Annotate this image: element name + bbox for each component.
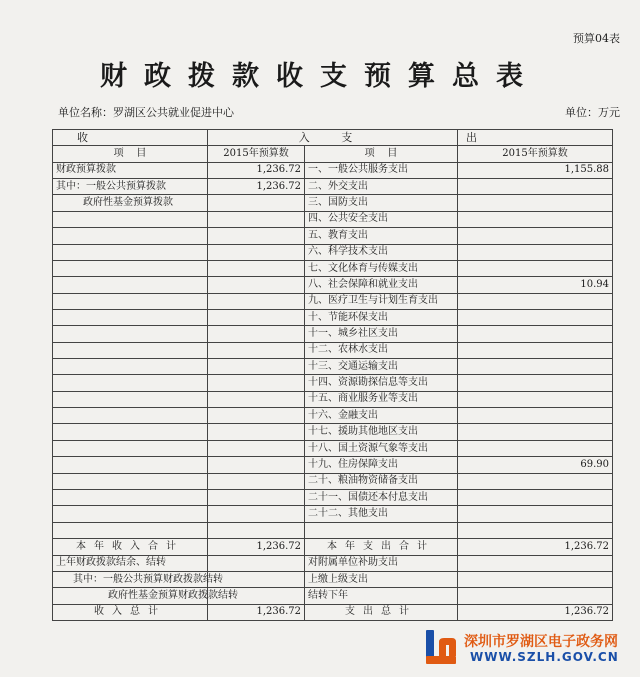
income-value-cell — [208, 309, 305, 325]
income-item-cell: 上年财政拨款结余、结转 — [53, 555, 208, 571]
table-row — [53, 342, 613, 358]
expense-value-cell — [458, 293, 613, 309]
income-value-cell — [208, 228, 305, 244]
income-item-cell — [53, 391, 208, 407]
income-value-cell — [208, 457, 305, 473]
income-item-cell — [53, 342, 208, 358]
income-item-cell — [53, 260, 208, 276]
income-value-cell — [208, 260, 305, 276]
page-title: 财政拨款收支预算总表 — [100, 61, 540, 92]
income-item-cell — [53, 244, 208, 260]
income-item-cell: 政府性基金预算拨款 — [53, 195, 208, 211]
expense-item-cell: 二、外交支出 — [305, 179, 458, 195]
expense-item-cell: 支出总计 — [305, 604, 458, 620]
expense-budget-header: 2015年预算数 — [458, 146, 613, 162]
expense-value-cell — [458, 260, 613, 276]
table-row — [53, 179, 613, 195]
income-item-cell: 其中：一般公共预算财政拨款结转 — [53, 571, 208, 587]
table-row — [53, 228, 613, 244]
total-row — [53, 539, 613, 555]
income-item-cell — [53, 375, 208, 391]
income-section-label: 收 — [53, 130, 208, 146]
table-row — [53, 309, 613, 325]
expense-value-cell — [458, 359, 613, 375]
expense-item-cell: 四、公共安全支出 — [305, 211, 458, 227]
expense-value-cell — [458, 326, 613, 342]
unit-name: 单位名称：罗湖区公共就业促进中心 — [58, 106, 234, 119]
total-row — [53, 604, 613, 620]
income-item-cell: 收入总计 — [53, 604, 208, 620]
expense-item-cell: 十七、援助其他地区支出 — [305, 424, 458, 440]
expense-value-cell — [458, 391, 613, 407]
expense-item-cell: 对附属单位补助支出 — [305, 555, 458, 571]
income-item-cell — [53, 440, 208, 456]
table-row — [53, 473, 613, 489]
income-item-cell — [53, 506, 208, 522]
total-row — [53, 588, 613, 604]
expense-item-cell: 结转下年 — [305, 588, 458, 604]
income-value-cell — [208, 277, 305, 293]
table-row — [53, 522, 613, 539]
expense-item-cell: 上缴上级支出 — [305, 571, 458, 587]
expense-item-cell: 八、社会保障和就业支出 — [305, 277, 458, 293]
table-row — [53, 211, 613, 227]
expense-value-cell: 69.90 — [458, 457, 613, 473]
expense-value-cell — [458, 179, 613, 195]
expense-value-cell — [458, 244, 613, 260]
expense-value-cell — [458, 195, 613, 211]
expense-item-header: 项 目 — [305, 146, 458, 162]
income-value-cell — [208, 195, 305, 211]
table-row — [53, 440, 613, 456]
expense-item-cell: 一、一般公共服务支出 — [305, 162, 458, 178]
section-header-row — [53, 130, 613, 146]
expense-value-cell — [458, 424, 613, 440]
income-item-cell — [53, 457, 208, 473]
table-row — [53, 277, 613, 293]
expense-item-cell: 二十一、国债还本付息支出 — [305, 489, 458, 505]
income-item-cell: 本年收入合计 — [53, 539, 208, 555]
income-item-cell — [53, 293, 208, 309]
income-value-cell — [208, 473, 305, 489]
table-row — [53, 162, 613, 178]
income-value-cell — [208, 244, 305, 260]
total-row — [53, 555, 613, 571]
table-row — [53, 375, 613, 391]
watermark-url: WWW.SZLH.GOV.CN — [470, 650, 619, 664]
expense-item-cell: 二十二、其他支出 — [305, 506, 458, 522]
table-row — [53, 359, 613, 375]
column-header-row — [53, 146, 613, 162]
income-value-cell — [208, 342, 305, 358]
expense-item-cell: 十六、金融支出 — [305, 408, 458, 424]
expense-value-cell — [458, 408, 613, 424]
expense-item-cell: 七、文化体育与传媒支出 — [305, 260, 458, 276]
table-row — [53, 293, 613, 309]
income-value-cell — [208, 424, 305, 440]
income-item-cell — [53, 228, 208, 244]
table-row — [53, 424, 613, 440]
income-budget-header: 2015年预算数 — [208, 146, 305, 162]
expense-value-cell — [458, 309, 613, 325]
expense-item-cell: 十九、住房保障支出 — [305, 457, 458, 473]
income-item-cell: 其中：一般公共预算拨款 — [53, 179, 208, 195]
income-item-cell — [53, 211, 208, 227]
income-value-cell — [208, 375, 305, 391]
expense-item-cell: 二十、粮油物资储备支出 — [305, 473, 458, 489]
expense-item-cell: 三、国防支出 — [305, 195, 458, 211]
income-value-cell — [208, 293, 305, 309]
income-item-cell: 财政预算拨款 — [53, 162, 208, 178]
table-row — [53, 260, 613, 276]
income-value-cell: 1,236.72 — [208, 162, 305, 178]
income-item-cell — [53, 424, 208, 440]
middle-section-label: 入 支 — [208, 130, 458, 146]
income-item-cell — [53, 359, 208, 375]
income-value-cell: 1,236.72 — [208, 539, 305, 555]
income-value-cell — [208, 391, 305, 407]
expense-item-cell: 十二、农林水支出 — [305, 342, 458, 358]
income-item-cell — [53, 522, 208, 539]
expense-value-cell: 1,236.72 — [458, 539, 613, 555]
expense-item-cell: 六、科学技术支出 — [305, 244, 458, 260]
income-item-cell: 政府性基金预算财政拨款结转 — [53, 588, 208, 604]
table-code: 预算04表 — [573, 32, 620, 45]
expense-value-cell: 1,236.72 — [458, 604, 613, 620]
expense-value-cell: 1,155.88 — [458, 162, 613, 178]
expense-value-cell — [458, 506, 613, 522]
expense-item-cell: 十三、交通运输支出 — [305, 359, 458, 375]
table-row — [53, 457, 613, 473]
unit-of-measure: 单位：万元 — [565, 106, 620, 119]
income-item-cell — [53, 277, 208, 293]
lh-logo-icon — [422, 628, 460, 668]
table-row — [53, 195, 613, 211]
expense-value-cell — [458, 342, 613, 358]
table-row — [53, 391, 613, 407]
income-value-cell — [208, 440, 305, 456]
expense-value-cell — [458, 522, 613, 539]
expense-value-cell — [458, 440, 613, 456]
expense-value-cell — [458, 588, 613, 604]
income-value-cell — [208, 555, 305, 571]
expense-item-cell: 十、节能环保支出 — [305, 309, 458, 325]
income-item-cell — [53, 473, 208, 489]
expense-value-cell: 10.94 — [458, 277, 613, 293]
table-row — [53, 489, 613, 505]
table-row — [53, 326, 613, 342]
income-value-cell — [208, 326, 305, 342]
expense-item-cell: 九、医疗卫生与计划生育支出 — [305, 293, 458, 309]
expense-item-cell: 十一、城乡社区支出 — [305, 326, 458, 342]
income-value-cell — [208, 506, 305, 522]
budget-summary-table — [52, 129, 613, 621]
expense-section-label: 出 — [458, 130, 613, 146]
income-item-cell — [53, 326, 208, 342]
site-watermark — [422, 628, 632, 668]
expense-item-cell: 五、教育支出 — [305, 228, 458, 244]
income-value-cell — [208, 408, 305, 424]
table-row — [53, 506, 613, 522]
expense-item-cell — [305, 522, 458, 539]
expense-item-cell: 十八、国土资源气象等支出 — [305, 440, 458, 456]
table-row — [53, 408, 613, 424]
income-value-cell — [208, 211, 305, 227]
income-item-cell — [53, 309, 208, 325]
watermark-title: 深圳市罗湖区电子政务网 — [464, 634, 618, 650]
expense-value-cell — [458, 211, 613, 227]
expense-value-cell — [458, 555, 613, 571]
expense-value-cell — [458, 489, 613, 505]
income-value-cell — [208, 522, 305, 539]
income-item-header: 项 目 — [53, 146, 208, 162]
total-row — [53, 571, 613, 587]
expense-item-cell: 本年支出合计 — [305, 539, 458, 555]
income-item-cell — [53, 408, 208, 424]
income-value-cell — [208, 489, 305, 505]
income-value-cell: 1,236.72 — [208, 179, 305, 195]
expense-value-cell — [458, 375, 613, 391]
expense-value-cell — [458, 571, 613, 587]
expense-item-cell: 十五、商业服务业等支出 — [305, 391, 458, 407]
expense-item-cell: 十四、资源勘探信息等支出 — [305, 375, 458, 391]
expense-value-cell — [458, 473, 613, 489]
income-value-cell: 1,236.72 — [208, 604, 305, 620]
table-row — [53, 244, 613, 260]
income-item-cell — [53, 489, 208, 505]
income-value-cell — [208, 359, 305, 375]
expense-value-cell — [458, 228, 613, 244]
